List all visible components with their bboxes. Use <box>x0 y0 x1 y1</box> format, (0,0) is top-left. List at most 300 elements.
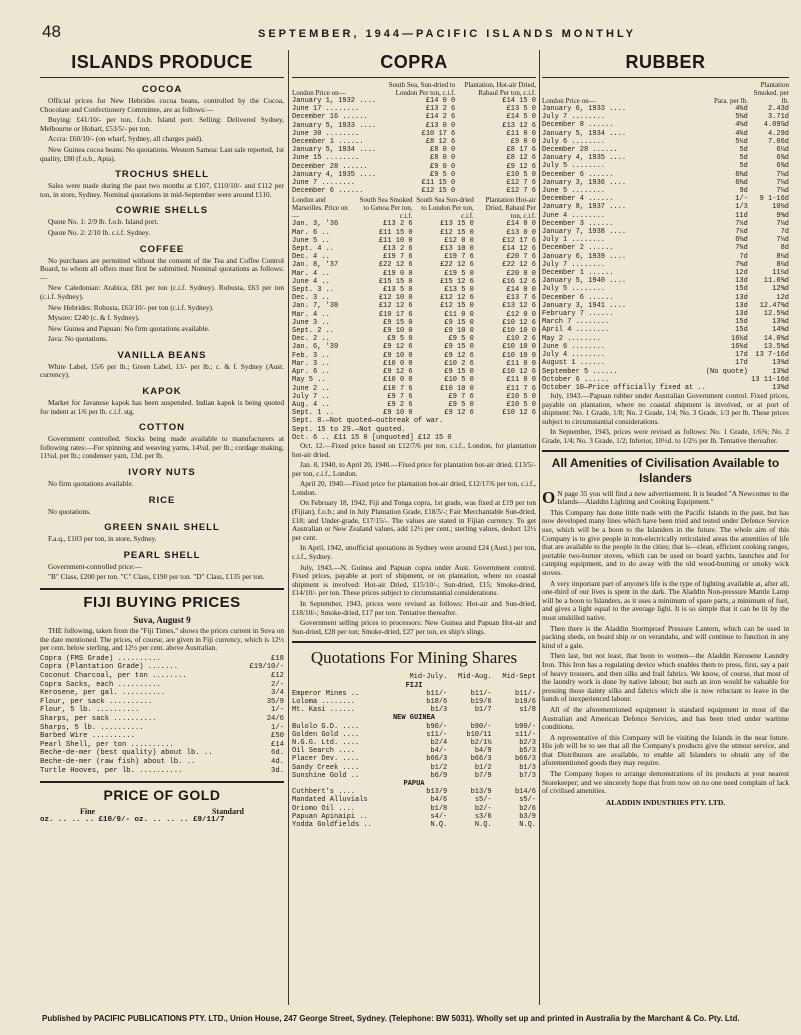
shares-row-cell: b2/4 <box>430 739 448 748</box>
rule <box>292 77 536 78</box>
copra-row-cell: December 6 ...... <box>292 187 364 196</box>
shares-row <box>292 731 536 739</box>
column-divider <box>288 50 289 1005</box>
copra-row <box>292 352 536 360</box>
copra-paragraph: In April, 1942, unofficial quotations in Sydney were around £24 (Aust.) per ton, c.i.f., Sydney. <box>292 543 536 562</box>
copra-row-cell: £9 12 6 <box>383 343 413 352</box>
fiji-row-cell: 1/- <box>271 723 284 732</box>
rubber-row-cell: January 3, 1941 .... <box>542 301 627 310</box>
fiji-row-cell: 3d. <box>271 766 284 775</box>
rubber-notes <box>542 392 789 446</box>
copra-row-cell: £9 5 0 <box>430 170 456 179</box>
shares-row-cell: b19/6 <box>514 698 536 706</box>
copra-row-cell: Mar. 4 .. <box>292 269 330 278</box>
copra-col-header: South Sea Sun-dried to London Per ton, c.i.f. <box>416 196 474 221</box>
fiji-row-cell: 2/- <box>271 680 284 689</box>
rubber-row <box>542 220 789 228</box>
copra-row-cell: Jan. 3, '36 <box>292 220 339 229</box>
islands-produce-title: ISLANDS PRODUCE <box>71 52 253 72</box>
copra-row-cell: £9 10 0 <box>383 409 413 418</box>
pearl-paragraph: "B" Class, £200 per ton. "C" Class, £190 per ton. "D" Class, £135 per ton. <box>48 572 265 582</box>
rubber-row-cell: July 7 ........ <box>542 260 606 269</box>
rubber-row <box>542 277 789 285</box>
copra-row-cell: £8 12 6 <box>506 154 536 163</box>
mining-shares <box>292 641 536 829</box>
copra-row-cell: £9 15 0 <box>444 368 474 377</box>
copra-row <box>292 97 536 105</box>
shares-row <box>292 805 536 813</box>
copra-row <box>292 335 536 343</box>
rubber-col-header: Plantation Smoked. per lb. <box>753 81 789 105</box>
fiji-row <box>40 698 284 707</box>
shares-row-cell: b66/3 <box>470 755 492 764</box>
rubber-row-cell: 7¼d <box>776 236 789 245</box>
fiji-row-cell: £18 <box>271 654 284 663</box>
shares-row-cell: b90/- <box>426 722 448 731</box>
copra-row-cell: £15 12 6 <box>440 277 474 286</box>
copra-row-cell: £14 15 0 <box>502 97 536 105</box>
coffee-paragraph: Mysore: £240 (c. & f. Sydney). <box>48 313 140 323</box>
shares-row-cell: b2/6 <box>519 804 536 813</box>
copra-row-cell: £9 7 6 <box>387 392 413 401</box>
rubber-row-cell: August 1 ...... <box>542 359 606 368</box>
page-header <box>0 0 801 41</box>
column-divider <box>539 50 540 1005</box>
trochus-heading: TROCHUS SHELL <box>115 169 209 181</box>
copra-row-cell: £9 5 0 <box>448 400 474 409</box>
coffee-paragraph: New Caledonian: Arabica, £81 per ton (c.i.f. Sydney). Robusta, £63 per ton (c.i.f. Sydney). <box>40 283 284 301</box>
rubber-row-cell: January 3, 1936 .... <box>542 178 627 187</box>
shares-row-cell: b11/- <box>514 689 536 698</box>
rubber-table <box>542 81 789 392</box>
fiji-title: FIJI BUYING PRICES <box>83 594 241 611</box>
copra-row-cell: Jan. 8, '37 <box>292 261 339 270</box>
copra-row-cell: £13 12 6 <box>502 302 536 311</box>
rubber-row-cell: January 7, 1938 .... <box>542 228 627 237</box>
shares-row-cell: Papuan Apinaipi .. <box>292 812 368 821</box>
gold-fine-label: Fine <box>80 807 96 817</box>
copra-row-cell: £9 15 0 <box>444 318 474 327</box>
fiji-buying-prices <box>40 588 284 775</box>
shares-row-cell: b11/- <box>470 689 492 698</box>
fiji-row <box>40 767 284 776</box>
shares-row-cell: Sunshine Gold .. <box>292 771 360 780</box>
copra-row-cell: £9 15 0 <box>444 343 474 352</box>
rubber-row-cell: June 4 ........ <box>542 211 606 220</box>
rule <box>40 77 284 78</box>
trochus-paragraph: Sales were made during the past two months at £107, £110/10/- and £112 per ton, in store, Sydney. Nominal quotations in mid-September were around £110. <box>40 181 284 199</box>
rubber-row-cell: 4¾d <box>735 129 748 138</box>
copra-row-cell: £13 2 6 <box>425 105 456 114</box>
copra-row-cell: £9 10 0 <box>383 351 413 360</box>
rubber-row <box>542 146 789 154</box>
copra-row <box>292 245 536 253</box>
fiji-subtitle: Suva, August 9 <box>133 615 191 625</box>
rubber-row-cell: 4⅝d <box>735 121 748 130</box>
rubber-row-cell: 3.71d <box>767 113 789 122</box>
rubber-row-cell: 13.5⅝d <box>763 342 789 351</box>
gold-line: oz. .. .. .. £10/9/- oz. .. .. .. £9/11/7 <box>40 816 225 825</box>
rubber-row-cell: December 2 ...... <box>542 244 614 253</box>
shares-row-cell: Oriomo Oil .... <box>292 804 356 813</box>
cocoa-paragraph: Accra: £60/10/- (on wharf, Sydney, all charges paid). <box>48 134 204 144</box>
fiji-row <box>40 706 284 715</box>
rubber-row <box>542 171 789 179</box>
rubber-row-cell: 4.09⅞d <box>763 121 789 130</box>
shares-header-row-cell: Mid-Aug. <box>458 673 492 682</box>
copra-row-cell: June 5 .. <box>292 236 330 245</box>
copra-row <box>292 278 536 286</box>
rubber-row-cell: 13d <box>735 310 748 319</box>
copra-row-cell: £10 2 6 <box>506 335 536 344</box>
shares-row-cell: b1/7 <box>474 706 492 715</box>
copra-row-cell: £8 0 0 <box>430 146 456 155</box>
rule <box>542 77 789 78</box>
rubber-row-cell: 13⅝d <box>772 359 789 368</box>
shares-row-cell: N.G.G. Ltd. .... <box>292 739 360 748</box>
copra-row-cell: June 30 ........ <box>292 129 360 138</box>
copra-row <box>292 327 536 335</box>
coffee-paragraph: No purchases are permitted without the consent of the Tea and Coffee Control Board, to whom all offers must first be submitted. Nominal quotations as follows:— <box>40 255 284 282</box>
copra-row-cell: £13 0 0 <box>425 121 456 130</box>
rubber-row-cell: January 5, 1934 .... <box>542 129 627 138</box>
rubber-row-cell: 13⅝d <box>772 383 789 392</box>
copra-row-cell: July 7 .. <box>292 392 330 401</box>
copra-row-cell: £14 5 0 <box>506 113 536 122</box>
rubber-row-cell: 11d <box>735 211 748 220</box>
copra-row-cell: £14 12 6 <box>502 245 536 254</box>
shares-row-cell: b90/- <box>470 722 492 731</box>
copra-row-cell: £9 12 6 <box>383 368 413 377</box>
rubber-row-cell: 17d <box>735 351 748 360</box>
copra-row-cell: January 1, 1932 .... <box>292 97 377 105</box>
shares-row-cell: b3/9 <box>519 812 536 821</box>
rubber-row-cell: 13d <box>735 277 748 286</box>
amenities-paragraph: A very important part of anyone's life is the type of lighting available at, after all, one-third of our lives is spent in the dark. The Aladdin Non-pressure Mantle Lamp will be a boon to Islanders, as it uses a minimum of spare parts, a minimum of fuel, and gives a light equal to the average light. It is so simple that it can be lit by the most unskilled native. <box>542 578 789 622</box>
copra-row-cell: £19 7 6 <box>383 253 413 262</box>
rubber-row-cell: 1/3 <box>735 203 748 212</box>
shares-row <box>292 796 536 804</box>
copra-row-cell: June 17 ........ <box>292 105 360 114</box>
cowrie-paragraph: Quote No. 1: 2/9 lb. f.o.b. Island port. <box>48 217 159 227</box>
shares-row-cell: Cuthbert's .... <box>292 788 356 797</box>
shares-row-cell: b66/3 <box>514 755 536 764</box>
rubber-row-cell: 5d <box>739 162 748 171</box>
copra-row-cell: Mar. 4 .. <box>292 310 330 319</box>
copra-row-cell: £9 0 0 <box>510 138 536 147</box>
copra-row-cell: £15 15 0 <box>378 277 413 286</box>
copra-row-cell: Sept. 3 .. <box>292 286 335 295</box>
copra-row-cell: £10 17 6 <box>421 129 456 138</box>
copra-row-cell: £12 0 0 <box>444 236 474 245</box>
copra-row-cell: £11 15 0 <box>378 228 413 237</box>
copra-row-cell: £11 15 0 <box>421 179 456 188</box>
rubber-row-cell: (No quote) <box>705 367 748 376</box>
rubber-row-cell: 13⅝d <box>772 318 789 327</box>
cowrie-paragraph: Quote No. 2: 2/10 lb. c.i.f. Sydney. <box>48 227 151 237</box>
copra-row-cell: £9 2 6 <box>387 400 413 409</box>
copra-row-cell: £10 5 0 <box>444 376 474 385</box>
copra-row-cell: £12 15 0 <box>440 302 474 311</box>
copra-row-cell: £13 7 6 <box>506 294 536 303</box>
rubber-row-cell: 13⅝d <box>772 367 789 376</box>
copra-col-header: Plantation Hot-air Dried, Rabaul Per ton, c.i.f. <box>485 196 536 221</box>
fiji-row <box>40 758 284 767</box>
rubber-row <box>542 236 789 244</box>
shares-row-cell: b10/11 <box>466 730 492 739</box>
copra-col-header: South Sea Smoked to Genoa Per ton, c.i.f. <box>359 196 413 221</box>
rubber-row-cell: February 7 ...... <box>542 310 614 319</box>
fiji-row <box>40 741 284 750</box>
copra-row-cell: £11 10 0 <box>378 236 413 245</box>
copra-title: COPRA <box>380 52 448 72</box>
copra-row <box>292 163 536 171</box>
rubber-row-cell: 8d <box>780 244 789 253</box>
copra-row-cell: £13 15 0 <box>440 220 474 229</box>
copra-row-cell: £9 7 6 <box>448 392 474 401</box>
rubber-row-cell: June 5 ........ <box>542 187 606 196</box>
rubber-row <box>542 368 789 376</box>
copra-row-cell: £9 12 6 <box>506 162 536 171</box>
rubber-row-cell: July 6 ........ <box>542 137 606 146</box>
shares-row-cell: b13/9 <box>470 788 492 797</box>
rubber-row <box>542 179 789 187</box>
fiji-row-cell: 3/4 <box>271 689 284 698</box>
rubber-row <box>542 285 789 293</box>
rubber-row <box>542 359 789 367</box>
rubber-row-cell: 9 1-16d <box>759 195 789 204</box>
rubber-row-cell: 7¼d <box>776 219 789 228</box>
copra-row-cell: £9 10 0 <box>444 327 474 336</box>
page-number: 48 <box>42 22 61 41</box>
copra-row-cell: January 4, 1935 .... <box>292 170 377 179</box>
rubber-paragraph: July, 1943.—Papuan rubber under Australian Government control. Fixed prices, payable on plantation, where no coastal shipment is involved, or at port of shipment: No. 1 Grade, 1/8; No. 2 Grade, 1/4; No. 3 Grade, 1/3 per lb. These prices subject to circumstantial considerations. <box>542 391 789 426</box>
copra-row <box>292 113 536 121</box>
shares-row-cell: s4/- <box>430 812 448 821</box>
copra-row-cell: £9 15 0 <box>383 318 413 327</box>
copra-row-cell: £9 5 0 <box>448 335 474 344</box>
ivory-heading: IVORY NUTS <box>128 467 196 479</box>
copra-row <box>292 146 536 154</box>
shares-row-cell: Emperor Mines .. <box>292 689 360 698</box>
copra-row-cell: Mar. 3 .. <box>292 359 330 368</box>
rubber-col-header: Para. per lb. <box>714 97 748 105</box>
copra-paragraph: April 20, 1940.—Fixed price for plantation hot-air dried, £12/17/6 per ton, c.i.f., London. <box>292 479 536 497</box>
copra-row-cell: Apr. 6 .. <box>292 368 330 377</box>
copra-row-cell: Sept. 1 .. <box>292 409 335 418</box>
copra-row-cell: £13 5 0 <box>444 286 474 295</box>
rubber-row-cell: 12d <box>735 269 748 278</box>
rubber-row-cell: September 5 ...... <box>542 367 618 376</box>
copra-row <box>292 229 536 237</box>
copra-row-cell: £12 0 0 <box>506 310 536 319</box>
copra-row-cell: £13 10 0 <box>440 245 474 254</box>
rubber-row-cell: 8¼d <box>776 252 789 261</box>
rubber-row-cell: 7d <box>780 228 789 237</box>
copra-paragraph: In September, 1943, prices were revised as follows: Hot-air and Sun-dried, £18/10/-; Smoke-dried, £17 per ton. Tentative thereafter. <box>292 599 536 617</box>
shares-header-row-cell: Mid-July. <box>409 673 448 682</box>
shares-row-cell: s5/- <box>474 796 492 805</box>
shares-row-cell: b18/6 <box>426 698 448 706</box>
shares-row-cell: Placer Dev. .... <box>292 755 360 764</box>
shares-section-label <box>292 682 536 690</box>
rubber-row <box>542 105 789 113</box>
shares-row-cell: b4/9 <box>474 747 492 756</box>
rubber-row-cell: 16½d <box>731 334 748 343</box>
rubber-row <box>542 113 789 121</box>
rubber-row <box>542 269 789 277</box>
rubber-row <box>542 253 789 261</box>
rubber-row-cell: 14⅝d <box>772 326 789 335</box>
copra-row <box>292 154 536 162</box>
copra-row-cell: June 4 .. <box>292 277 330 286</box>
shares-row-cell: s5/- <box>519 796 536 805</box>
fiji-row <box>40 689 284 698</box>
copra-row-cell: June 2 .. <box>292 384 330 393</box>
amenities-paragraph: This Company has done little trade with the Pacific Islands in the past, but has now developed many lines which have been tried and tested under Defence Service use, which will be a boon to the Islanders in the future. The whole aim of this Company is to give people in non-electrically reticulated areas the amenities of life that are available to the people in the cities; that is—clean, efficient cooking ranges, portable two-burner stoves, which can be used on board yachts, launches and for camping equipment, and to do away with the old wood-burning or smoky wick stoves. <box>542 507 789 578</box>
rubber-row-cell: 7¼d <box>776 170 789 179</box>
copra-paragraph: Oct. 12.—Fixed price based on £12/7/6 per ton, c.i.f., London, for plantation hot-air dried. <box>292 440 536 459</box>
copra-row-cell: £9 12 6 <box>444 409 474 418</box>
copra-row-cell: £10 2 6 <box>444 359 474 368</box>
fiji-row-cell: Turtle Hooves, per lb. .......... <box>40 766 183 775</box>
gold-labels <box>40 807 284 816</box>
rubber-row-cell: December 3 ...... <box>542 219 614 228</box>
rubber-row-cell: 6⅜d <box>735 178 748 187</box>
shares-row <box>292 772 536 780</box>
amenities-paragraph: Then last, but not least, that boon to women—the Aladdin Kerosene Laundry Iron. This Iron has a regulating device which enables them to press, first, say a pair of heavy trousers, and then silks and frail fabrics. We know, of course, that most of the laundry work is done by native labour; but such an iron would be valuable for pressing those dainty silks and fabrics which she is now reluctant to leave in the hands of inexperienced labour. <box>542 651 789 704</box>
rubber-row-cell: July 1 ........ <box>542 236 606 245</box>
shares-row-cell: s3/6 <box>474 812 492 821</box>
shares-section-label-cell: NEW GUINEA <box>392 714 435 723</box>
rubber-row-cell: 11¼d <box>772 269 789 278</box>
cowrie-heading: COWRIE SHELLS <box>115 205 209 217</box>
copra-row <box>292 385 536 393</box>
rubber-row-cell: December 6 ...... <box>542 170 614 179</box>
fiji-row <box>40 724 284 733</box>
rubber-row-cell: 7¼d <box>776 187 789 196</box>
copra-row <box>292 409 536 417</box>
copra-row <box>292 105 536 113</box>
shares-row-cell: b13/9 <box>426 788 448 797</box>
copra-row-cell: £10 5 0 <box>506 170 536 179</box>
copra-row-cell: £10 0 0 <box>383 376 413 385</box>
rubber-row-cell: 7.06d <box>767 137 789 146</box>
kapok-heading: KAPOK <box>142 386 182 398</box>
rubber-row <box>542 318 789 326</box>
rubber-row-cell: 9⅝d <box>776 211 789 220</box>
shares-row-cell: b4/6 <box>430 796 448 805</box>
copra-row <box>292 187 536 195</box>
copra-row-cell: £10 12 6 <box>502 368 536 377</box>
rubber-row-cell: 13d <box>735 293 748 302</box>
copra-row-cell: £9 10 0 <box>383 327 413 336</box>
copra-row-cell: £11 7 6 <box>506 384 536 393</box>
rubber-row-cell: 6⅜d <box>776 162 789 171</box>
copra-row-cell: £10 7 6 <box>383 384 413 393</box>
shares-row-cell: b19/6 <box>470 698 492 706</box>
copra-row-cell: £10 0 0 <box>383 359 413 368</box>
amenities-paragraph: The Company hopes to arrange demonstrations of its products at your nearest Storekeeper; and we sincerely hope that from now on no one need complain of lack of civilised amenities. <box>542 769 789 796</box>
fiji-intro: THE following, taken from the "Fiji Times," shows the prices current in Suva on the date mentioned. The prices, of course, are given in Fiji currency, which is 12½ per cent. below sterling, and 12½ per cent. above Australian. <box>40 626 284 653</box>
rubber-row-cell: 5¼d <box>735 137 748 146</box>
rubber-row-cell: 4¾d <box>735 105 748 113</box>
shares-header-row <box>292 673 536 681</box>
mining-shares-table <box>292 673 536 829</box>
fiji-row <box>40 732 284 741</box>
rubber-row-cell: 6⅝d <box>735 236 748 245</box>
fiji-row-cell: Pearl Shell, per ton .......... <box>40 740 174 749</box>
rubber-title: RUBBER <box>625 52 706 72</box>
rubber-row-cell: December 4 ...... <box>542 195 614 204</box>
fiji-row-cell: Flour, 5 lb. .......... <box>40 706 140 715</box>
copra-row-cell: £19 5 0 <box>444 269 474 278</box>
rubber-row-cell: June 6 ........ <box>542 342 606 351</box>
rubber-row-cell: 7d <box>739 252 748 261</box>
amenities-dropcap: O <box>542 487 556 507</box>
rubber-row-cell: 6⅜d <box>776 154 789 163</box>
copra-row-cell: £12 15 0 <box>421 187 456 196</box>
rubber-row-cell: January 6, 1939 .... <box>542 252 627 261</box>
shares-row <box>292 813 536 821</box>
rubber-row <box>542 154 789 162</box>
shares-row-cell: s1/8 <box>519 706 536 715</box>
shares-row-cell: b7/3 <box>519 771 536 780</box>
rubber-row-cell: 13d <box>735 301 748 310</box>
rubber-row-cell: 7¼d <box>735 228 748 237</box>
amenities-paragraph: A representative of this Company will be visiting the Islands in the near future. His job will be to see that all the Company's products give the utmost service, and that Distributors are available, to enable all Islanders to obtain any of the aforementioned goods they may require. <box>542 732 789 768</box>
rubber-row-cell: 11.6⅝d <box>763 277 789 286</box>
fiji-row <box>40 715 284 724</box>
rubber-row-cell: January 6, 1933 .... <box>542 105 627 113</box>
shares-row-cell: b1/3 <box>430 706 448 715</box>
shares-row-cell: Oil Search .... <box>292 747 356 756</box>
copra-row-cell: £10 10 0 <box>502 351 536 360</box>
fiji-row-cell: Sharps, per sack .......... <box>40 714 157 723</box>
rubber-row <box>542 203 789 211</box>
fiji-row-cell: Copra (FMS Grade) .......... <box>40 654 161 663</box>
copra-row-cell: Aug. 4 .. <box>292 400 330 409</box>
copra-row-cell: December 16 ...... <box>292 113 368 122</box>
shares-row <box>292 755 536 763</box>
copra-row-cell: Dec. 3 .. <box>292 294 330 303</box>
rubber-row-cell: 12d <box>776 293 789 302</box>
copra-row <box>292 376 536 384</box>
shares-row-cell: Sandy Creek .... <box>292 763 360 772</box>
pearl-paragraph: Government-controlled price:— <box>48 561 143 571</box>
rubber-row-cell: 6¼d <box>776 146 789 155</box>
copra-row-cell: £8 0 0 <box>430 154 456 163</box>
shares-section-label <box>292 714 536 722</box>
fiji-row-cell: Beche-de-mer (raw fish) about lb. .. <box>40 757 196 766</box>
rubber-row-cell: 2.43d <box>767 105 789 113</box>
shares-row-cell: b1/3 <box>519 763 536 772</box>
shares-row-cell: b14/6 <box>514 788 536 797</box>
rubber-row <box>542 121 789 129</box>
copra-row-cell: May 5 .. <box>292 376 326 385</box>
rubber-row-cell <box>706 376 748 384</box>
rubber-row <box>542 212 789 220</box>
fiji-row <box>40 663 284 672</box>
copra-row-cell: £11 0 0 <box>506 376 536 385</box>
copra-paragraph: On February 18, 1942, Fiji and Tonga copra, 1st grade, was fixed at £19 per ton (Fijian), f.o.b.; and in July Plantation Grade, £18/5/-; Fair Merchantable Sun-dried, £18; and Under-grade, £17/15/-. The values are stated in Fijian currency. To get Australian or New Zealand values, add 12½ per cent.; sterling values, deduct 12½ per cent. <box>292 498 536 542</box>
shares-section-label <box>292 780 536 788</box>
copra-row-cell: £8 12 6 <box>425 138 456 147</box>
copra-row-cell: £13 2 6 <box>383 245 413 254</box>
copra-row-cell: £12 10 0 <box>378 294 413 303</box>
rubber-row <box>542 351 789 359</box>
copra-row-cell: January 5, 1934 .... <box>292 146 377 155</box>
